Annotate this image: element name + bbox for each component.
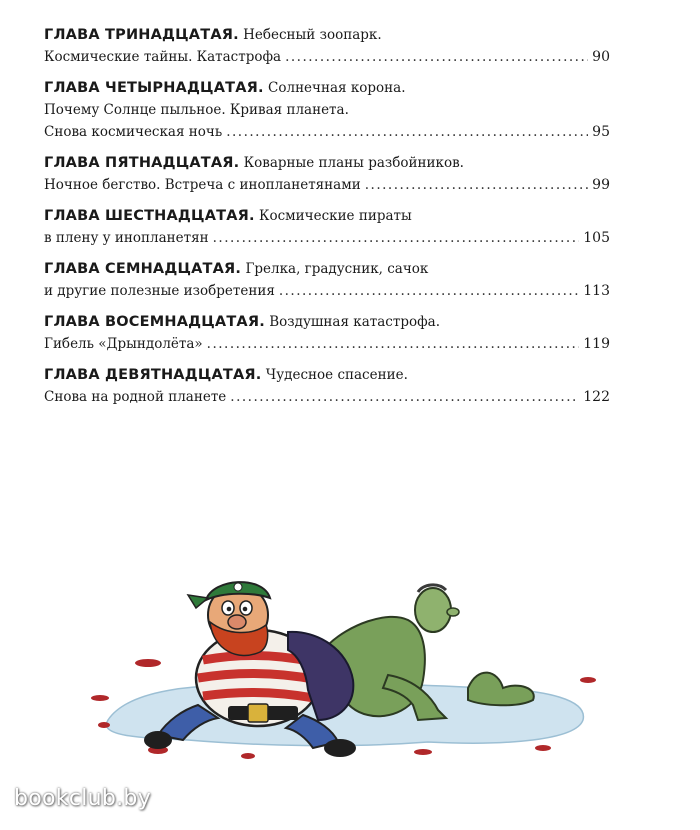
chapter-heading: ГЛАВА ШЕСТНАДЦАТАЯ. xyxy=(44,208,255,224)
two-pirates-illustration-icon xyxy=(88,570,608,760)
chapter-heading: ГЛАВА ПЯТНАДЦАТАЯ. xyxy=(44,155,240,171)
chapter-heading: ГЛАВА ТРИНАДЦАТАЯ. xyxy=(44,27,239,43)
watermark: bookclub.by xyxy=(14,786,152,811)
toc-entry-13 xyxy=(44,24,610,68)
page-number: 95 xyxy=(592,124,610,140)
dot-leader xyxy=(207,333,580,355)
dot-leader xyxy=(279,280,579,302)
chapter-subtitle: Космические пираты xyxy=(259,208,412,224)
toc-entry-15 xyxy=(44,152,610,196)
page-number: 122 xyxy=(583,389,610,405)
chapter-heading: ГЛАВА СЕМНАДЦАТАЯ. xyxy=(44,261,242,277)
dot-leader xyxy=(365,174,588,196)
chapter-subtitle: Почему Солнце пыльное. Кривая планета. xyxy=(44,102,349,118)
chapter-subtitle: Коварные планы разбойников. xyxy=(243,155,464,171)
chapter-subtitle: Снова космическая ночь xyxy=(44,124,223,140)
toc-entry-14 xyxy=(44,77,610,143)
chapter-heading: ГЛАВА ДЕВЯТНАДЦАТАЯ. xyxy=(44,367,262,383)
chapter-subtitle: Солнечная корона. xyxy=(268,80,406,96)
toc-entry-19 xyxy=(44,364,610,408)
chapter-heading: ГЛАВА ВОСЕМНАДЦАТАЯ. xyxy=(44,314,265,330)
dot-leader xyxy=(230,386,579,408)
chapter-subtitle: Воздушная катастрофа. xyxy=(269,314,440,330)
chapter-subtitle: Ночное бегство. Встреча с инопланетянами xyxy=(44,177,361,193)
page-number: 99 xyxy=(592,177,610,193)
chapter-subtitle: Небесный зоопарк. xyxy=(243,27,382,43)
chapter-subtitle: Чудесное спасение. xyxy=(265,367,408,383)
chapter-subtitle: Грелка, градусник, сачок xyxy=(245,261,429,277)
page-number: 119 xyxy=(583,336,610,352)
chapter-subtitle: в плену у инопланетян xyxy=(44,230,209,246)
toc-entry-17 xyxy=(44,258,610,302)
chapter-subtitle: Космические тайны. Катастрофа xyxy=(44,49,282,65)
dot-leader xyxy=(285,46,588,68)
table-of-contents xyxy=(44,24,610,417)
page-number: 90 xyxy=(592,49,610,65)
chapter-subtitle: и другие полезные изобретения xyxy=(44,283,275,299)
toc-entry-18 xyxy=(44,311,610,355)
page-number: 113 xyxy=(583,283,610,299)
dot-leader xyxy=(226,121,588,143)
chapter-subtitle: Снова на родной планете xyxy=(44,389,227,405)
chapter-subtitle: Гибель «Дрындолёта» xyxy=(44,336,203,352)
chapter-heading: ГЛАВА ЧЕТЫРНАДЦАТАЯ. xyxy=(44,80,264,96)
dot-leader xyxy=(213,227,580,249)
page-number: 105 xyxy=(583,230,610,246)
toc-entry-16 xyxy=(44,205,610,249)
